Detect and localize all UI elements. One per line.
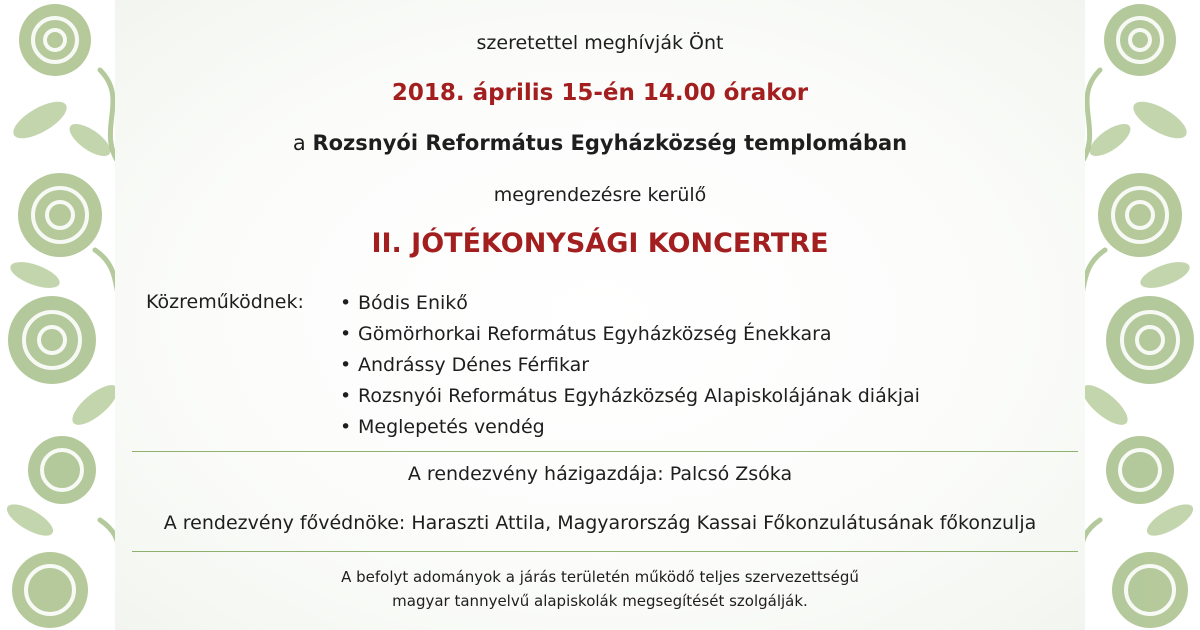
donation-note-line: magyar tannyelvű alapiskolák megsegítését szolgálják. — [392, 592, 808, 610]
event-subline: megrendezésre kerülő — [493, 184, 707, 206]
performer-item: • Rozsnyói Református Egyházközség Alapiskolájának diákjai — [340, 384, 920, 415]
concert-title: II. JÓTÉKONYSÁGI KONCERTRE — [371, 228, 829, 259]
venue-name: Rozsnyói Református Egyházközség templomában — [312, 131, 908, 155]
event-venue — [0, 131, 1200, 155]
performer-item: • Meglepetés vendég — [340, 415, 920, 446]
event-patron: A rendezvény fővédnöke: Haraszti Attila, Magyarország Kassai Főkonzulátusának főkonzulja — [163, 512, 1037, 534]
event-date-time: 2018. április 15-én 14.00 órakor — [391, 80, 809, 106]
clipped-organizers-line — [0, 0, 1200, 12]
divider — [132, 551, 1078, 552]
donation-note-line: A befolyt adományok a járás területén működő teljes szervezettségű — [341, 568, 859, 586]
performers-list — [340, 291, 920, 446]
performer-item: • Andrássy Dénes Férfikar — [340, 353, 920, 384]
event-host: A rendezvény házigazdája: Palcsó Zsóka — [407, 463, 793, 485]
divider — [132, 451, 1078, 452]
performer-item: • Gömörhorkai Református Egyházközség Énekkara — [340, 322, 920, 353]
contributors-label: Közreműködnek: — [146, 291, 304, 313]
invitation-line: szeretettel meghívják Önt — [476, 32, 724, 54]
venue-prefix: a — [292, 131, 306, 155]
performer-item: • Bódis Enikő — [340, 291, 920, 322]
